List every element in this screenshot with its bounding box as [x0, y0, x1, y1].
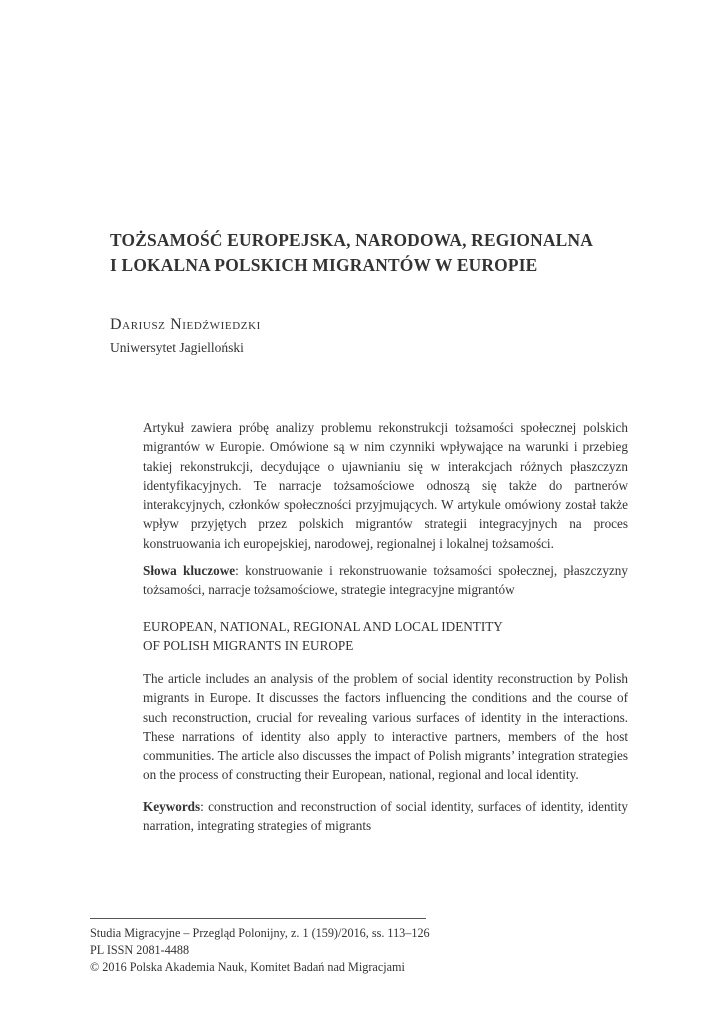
footer-journal: Studia Migracyjne – Przegląd Polonijny, z. 1 (159)/2016, ss. 113–126	[90, 926, 430, 940]
footer-divider	[90, 918, 426, 919]
english-title	[143, 617, 628, 656]
keywords-english	[143, 797, 628, 836]
footer-issn: PL ISSN 2081-4488	[90, 943, 190, 957]
keywords-polish-label: Słowa kluczowe	[143, 563, 236, 578]
article-title-line-2: I LOKALNA POLSKICH MIGRANTÓW W EUROPIE	[110, 255, 538, 275]
abstract-polish: Artykuł zawiera próbę analizy problemu rekonstrukcji tożsamości społecznej polskich migrantów w Europie. Omówione są w nim czynniki wpływające na warunki i przebieg takiej rekonstrukcji, decydujące o ujawnianiu się w interakcjach różnych płaszczyzn identyfikacyjnych. Te narracje tożsamościowe odnoszą się także do partnerów interakcyjnych, członków społeczności przyjmujących. W artykule omówiony został także wpływ przyjętych przez polskich migrantów strategii integracyjnych na proces konstruowania ich europejskiej, narodowej, regionalnej i lokalnej tożsamości.	[143, 420, 628, 551]
author-name: Dariusz Niedźwiedzki	[110, 316, 261, 333]
english-title-line-1: EUROPEAN, NATIONAL, REGIONAL AND LOCAL IDENTITY	[143, 619, 503, 634]
article-title-line-1: TOŻSAMOŚĆ EUROPEJSKA, NARODOWA, REGIONALNA	[110, 230, 593, 250]
keywords-polish-text: : konstruowanie i rekonstruowanie tożsamości społecznej, płaszczyzny tożsamości, narracje tożsamościowe, strategie integracyjne migrantów	[143, 563, 628, 598]
article-title	[110, 228, 630, 278]
keywords-english-text: : construction and reconstruction of social identity, surfaces of identity, identity narration, integrating strategies of migrants	[143, 799, 628, 834]
footer-copyright: © 2016 Polska Akademia Nauk, Komitet Badań nad Migracjami	[90, 960, 405, 974]
footer	[90, 925, 430, 976]
author-affiliation: Uniwersytet Jagielloński	[110, 340, 244, 355]
keywords-english-label: Keywords	[143, 799, 201, 814]
keywords-polish	[143, 561, 628, 600]
abstract-english: The article includes an analysis of the problem of social identity reconstruction by Polish migrants in Europe. It discusses the factors influencing the conditions and the course of such reconstruction, crucial for revealing various surfaces of identity in the interactions. These narrations of identity also apply to interactive partners, members of the host communities. The article also discusses the impact of Polish migrants’ integration strategies on the process of constructing their European, national, regional and local identity.	[143, 671, 628, 783]
english-title-line-2: OF POLISH MIGRANTS IN EUROPE	[143, 638, 354, 654]
